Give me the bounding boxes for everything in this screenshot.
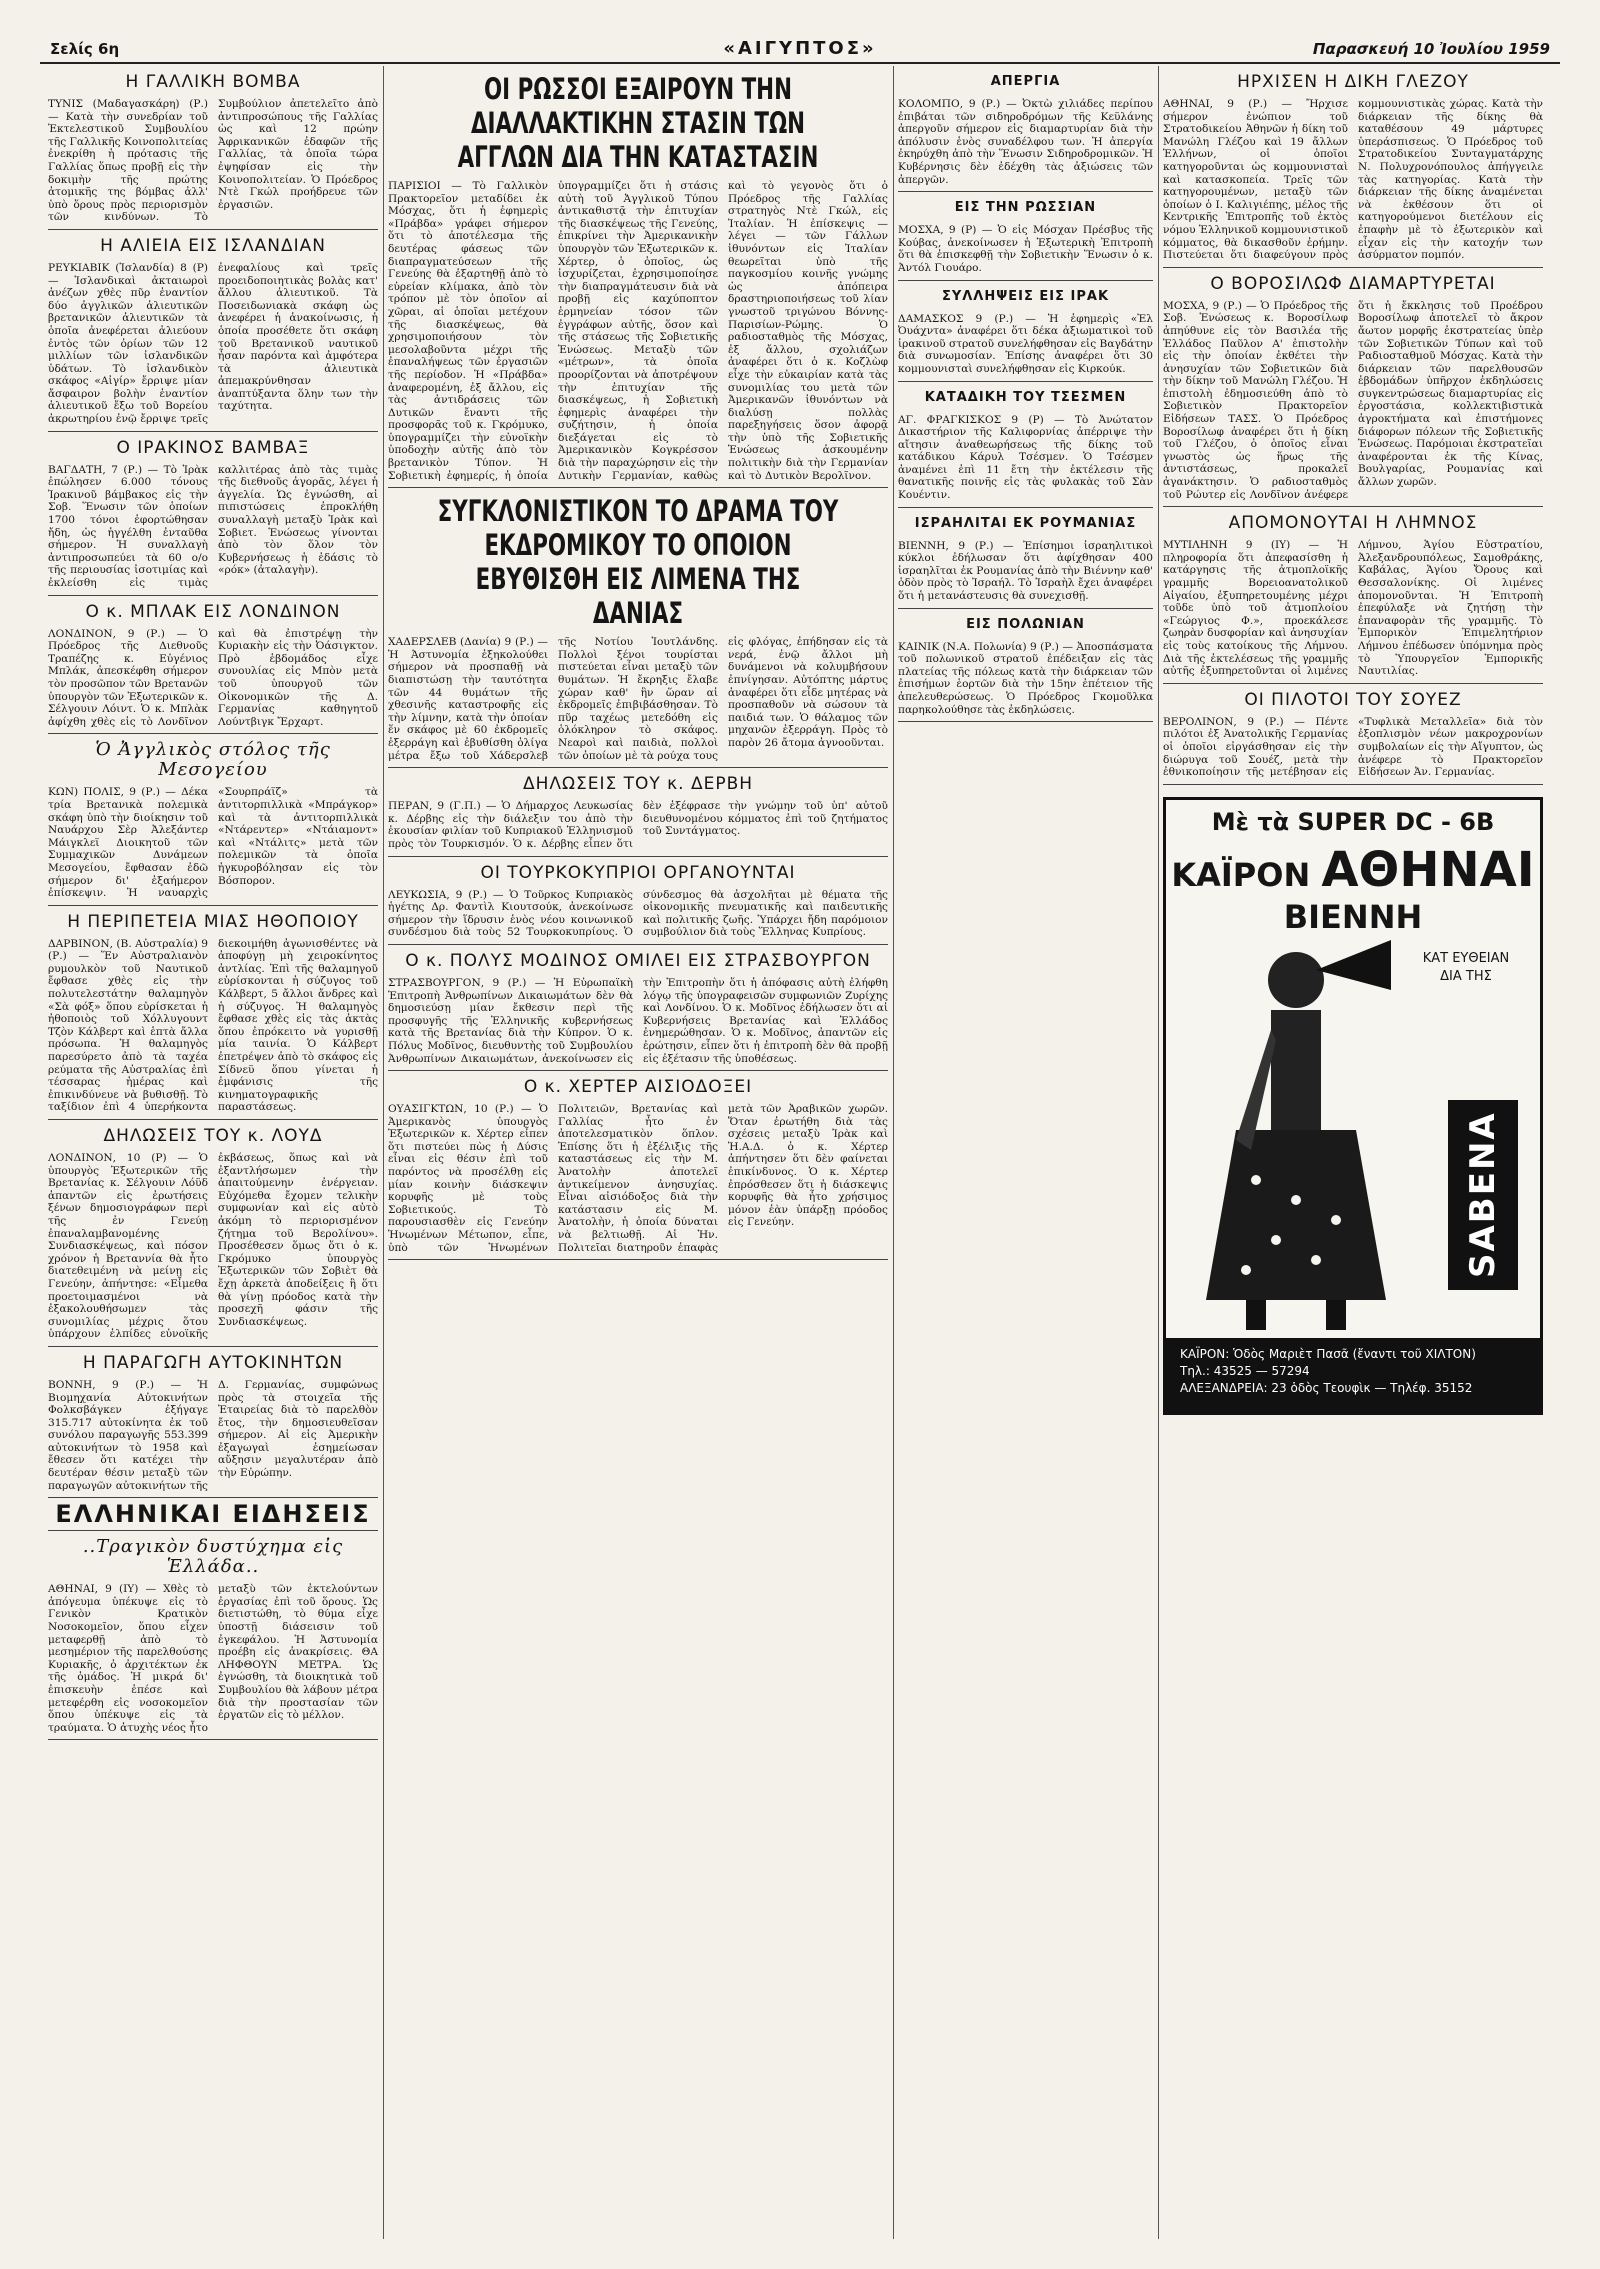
article xyxy=(898,388,1153,508)
article xyxy=(898,198,1153,280)
column-3 xyxy=(898,66,1153,2239)
article xyxy=(48,1537,378,1740)
article-headline: ΕΛΛΗΝΙΚΑΙ ΕΙΔΗΣΕΙΣ xyxy=(55,1500,371,1529)
article xyxy=(388,1077,888,1260)
article xyxy=(388,863,888,945)
column-rule xyxy=(893,66,894,2239)
article-headline: ΕΙΣ ΠΟΛΩΝΙΑΝ xyxy=(966,616,1085,632)
article xyxy=(898,615,1153,723)
article-headline: ΟΙ ΤΟΥΡΚΟΚΥΠΡΙΟΙ ΟΡΓΑΝΟΥΝΤΑΙ xyxy=(480,862,796,883)
article xyxy=(48,236,378,432)
article-body: ΚΩΝ) ΠΟΛΙΣ, 9 (Ρ.) — Δέκα τρία Βρετανικὰ πολεμικὰ σκάφη ὑπὸ τὴν διοίκησιν τοῦ Ναυάρχου Σὲρ Ἀλεξάντερ Μάιγκλεϊ Διοικητοῦ τῶν Συμμαχικῶν Δυνάμεων Μεσογείου, ἔφθασαν ἐδῶ σήμερον δι' ἐξαήμερον ἐπίσκεψιν. Ἡ ναυαρχὶς «Σουρπράϊζ» τὰ ἀντιτορπιλλικὰ «Μπράγκορ» καὶ τὰ ἀντιτορπιλλικὰ «Ντάρεντερ» «Ντάιαμοντ» καὶ «Ντάλιτς» μετὰ τῶν πολεμικῶν τὰ ὁποῖα ἠγκυροβόλησαν εἰς τὸν Βόσπορον. xyxy=(48,786,378,900)
article-separator xyxy=(1163,506,1543,507)
column-4 xyxy=(1163,66,1543,2239)
article-headline: ΔΗΛΩΣΕΙΣ ΤΟΥ κ. ΛΟΥΔ xyxy=(103,1126,323,1146)
article xyxy=(898,514,1153,609)
masthead-rule xyxy=(40,62,1560,64)
article-separator xyxy=(1163,784,1543,785)
article-headline: ΗΡΧΙΣΕΝ Η ΔΙΚΗ ΓΛΕΖΟΥ xyxy=(1237,72,1469,92)
article-separator xyxy=(48,1346,378,1347)
column-4-articles xyxy=(1163,72,1543,785)
article xyxy=(388,72,888,488)
article-separator xyxy=(388,856,888,857)
article-headline: Ὁ Ἀγγλικὸς στόλος τῆς Μεσογείου xyxy=(95,739,331,781)
article-separator xyxy=(898,280,1153,281)
article xyxy=(48,740,378,905)
article-body: ΒΟΝΝΗ, 9 (Ρ.) — Ἡ Βιομηχανία Αὐτοκινήτων Φολκσβάγκεν ἐξήγαγε 315.717 αὐτοκίνητα ἐκ τοῦ συνόλου παραγωγῆς 553.399 αὐτοκινήτων τὸ 1958 καὶ ἔθεσεν ὅτι κατέχει τὴν δευτέραν θέσιν μεταξὺ τῶν παραγωγῶν αὐτοκινήτων τῆς Δ. Γερμανίας, συμφώνως πρὸς τὰ στοιχεῖα τῆς Ἐταιρείας διὰ τὸ παρελθὸν ἔτος, τὴν δημοσιευθεῖσαν σήμερον. Αἱ εἰς Ἀμερικὴν ἐξαγωγαὶ ἐσημείωσαν αὔξησιν μεγαλυτέραν ἀπὸ τὴν Εὐρώπην. xyxy=(48,1378,378,1492)
article-headline: Ο κ. ΧΕΡΤΕΡ ΑΙΣΙΟΔΟΞΕΙ xyxy=(523,1077,753,1098)
article-separator xyxy=(1163,267,1543,268)
ad-via-label: ΔΙΑ ΤΗΣ xyxy=(1440,968,1492,984)
article-body: ΜΟΣΧΑ, 9 (Ρ.) — Ὁ Πρόεδρος τῆς Σοβ. Ἑνώσεως κ. Βοροσίλωφ ἀπηύθυνε εἰς τὸν Βασιλέα τῆς Ἑλλάδος Παῦλον Α' ἐπιστολὴν εἰς τὴν ὁποίαν ἐκθέτει τὴν ἀνησυχίαν τῶν Σοβιετικῶν διὰ τὴν δίκην τοῦ Μανώλη Γλέζου. Ἡ ἐπιστολὴ ἐδημοσιεύθη ἀπὸ τὸ Σοβιετικὸν Πρακτορεῖον Εἰδήσεων ΤΑΣΣ. Ὁ Πρόεδρος Βοροσίλωφ ἀναφέρει ὅτι ἡ δίκη τοῦ Γλέζου, ὁ ὁποῖος εἶναι γνωστὸς ὡς ἥρως τῆς ἀντιστάσεως, προκαλεῖ ἀγανάκτησιν. Ὁ ραδιοσταθμὸς τοῦ Ρώυτερ εἰς Λονδῖνον ἀνέφερε ὅτι ἡ ἔκκλησις τοῦ Προέδρου Βοροσίλωφ ἀποτελεῖ τὸ ἄκρον ἄωτον μορφῆς ἐκστρατείας ὑπὲρ τῶν Σοβιετικῶν Τύπων καὶ τοῦ Ραδιοσταθμοῦ Μόσχας. Κατὰ τὴν διάρκειαν τῶν παρελθουσῶν ἑβδομάδων ὑπῆρχον ἐκδηλώσεις συγκεντρώσεως διαμαρτυρίας εἰς ἐργοστάσια, κολλεκτιβιστικὰ ἀγροκτήματα καὶ ἐπιστήμονες διάφορων πόλεων τῆς Σοβιετικῆς Ἑνώσεως. Παρόμοιαι ἐκστρατεῖαι ἀναφέρονται ἐκ τῆς Κίνας, Βουλγαρίας, Ρουμανίας καὶ ἄλλων χωρῶν. xyxy=(1163,299,1543,501)
article-separator xyxy=(388,944,888,945)
article xyxy=(388,951,888,1071)
article-headline: ΣΥΓΚΛΟΝΙΣΤΙΚΟΝ ΤΟ ΔΡΑΜΑ ΤΟΥ ΕΚΔΡΟΜΙΚΟΥ ΤΟ ΟΠΟΙΟΝ ΕΒΥΘΙΣΘΗ ΕΙΣ ΛΙΜΕΝΑ ΤΗΣ ΔΑΝΙΑΣ xyxy=(437,494,839,631)
article-body: ΛΕΥΚΩΣΙΑ, 9 (Ρ.) — Ὁ Τοῦρκος Κυπριακὸς ἡγέτης Δρ. Φαντὶλ Κιουτσούκ, ἀνεκοίνωσε σήμερον τὴν ἵδρυσιν ἑνὸς νέου κοινωνικοῦ συνδέσμου διὰ τοὺς 52 Τουρκοκυπρίους. Ὁ σύνδεσμος θὰ ἀσχολῆται μὲ θέματα τῆς οἰκονομικῆς πνευματικῆς καὶ παιδευτικῆς καὶ πολιτικῆς ζωῆς. Ὑπάρχει ἤδη παρόμοιον συμβούλιον διὰ τοὺς Ἕλληνας Κυπρίους. xyxy=(388,888,888,939)
article xyxy=(48,602,378,735)
article-body: ΤΥΝΙΣ (Μαδαγασκάρη) (Ρ.) — Κατὰ τὴν συνεδρίαν τοῦ Ἐκτελεστικοῦ Συμβουλίου τῆς Γαλλικῆς Κοινοπολιτείας ἐνεκρίθη ἡ πρότασις τῆς Γαλλίας ὅπως προβῇ εἰς τὴν δοκιμὴν τῆς πρώτης ἀτομικῆς της βόμβας ἀλλ' ὑπὸ ὅρους πρὸς περιορισμὸν τῶν κινδύνων. Τὸ Συμβούλιον ἀπετελεῖτο ἀπὸ ἀντιπροσώπους τῆς Γαλλίας ὡς καὶ 12 πρώην Ἀφρικανικῶν ἐδαφῶν τῆς Γαλλίας, τὰ ὁποῖα τώρα ἐψηφίσαν εἰς τὴν Κοινοπολιτείαν. Ὁ Πρόεδρος Ντὲ Γκώλ προήδρευε τῶν ἐργασιῶν. xyxy=(48,98,378,224)
article-headline: ΣΥΛΛΗΨΕΙΣ ΕΙΣ ΙΡΑΚ xyxy=(941,288,1110,304)
airline-logo: SABENA xyxy=(1448,1100,1518,1290)
article-headline: ΙΣΡΑΗΛΙΤΑΙ ΕΚ ΡΟΥΜΑΝΙΑΣ xyxy=(914,515,1137,531)
ad-alexandria-address: ΑΛΕΞΑΝΔΡΕΙΑ: 23 ὁδὸς Τεουφὶκ — Τηλέφ. 35152 xyxy=(1180,1380,1473,1395)
article-separator xyxy=(388,1259,888,1260)
article-headline: ΟΙ ΡΩΣΣΟΙ ΕΞΑΙΡΟΥΝ ΤΗΝ ΔΙΑΛΛΑΚΤΙΚΗΝ ΣΤΑΣΙΝ ΤΩΝ ΑΓΓΛΩΝ ΔΙΑ ΤΗΝ ΚΑΤΑΣΤΑΣΙΝ xyxy=(457,72,819,174)
article-body: ΚΟΛΟΜΠΟ, 9 (Ρ.) — Ὀκτὼ χιλιάδες περίπου ἐπιβάται τῶν σιδηροδρόμων τῆς Κεϋλάνης ἀπεργοῦν σήμερον εἰς διαμαρτυρίαν διὰ τὴν ἀπόλυσιν ἑνὸς συναδέλφου των. Ἡ ἀπεργία ἐκηρύχθη ἀπὸ τὴν Ἕνωσιν Σιδηροδρομικῶν. Ἡ Κυβέρνησις δὲν ἐδέχθη τὰς ἀξιώσεις τῶν ἀπεργῶν. xyxy=(898,98,1153,186)
article-separator xyxy=(898,191,1153,192)
article-body: ΜΥΤΙΛΗΝΗ 9 (ΙΥ) — Ἡ πληροφορία ὅτι ἀπεφασίσθη ἡ κατάργησις τῆς ἀτμοπλοϊκῆς γραμμῆς Βορειοανατολικοῦ Αἰγαίου, ἐξυπηρετουμένης μέχρι τοῦδε ὑπὸ τοῦ ἀτμοπλοίου «Γεώργιος Φ.», προεκάλεσε ζωηρὰν δυσφορίαν καὶ ἀνησυχίαν εἰς τοὺς κατοίκους τῆς Λήμνου. Διὰ τῆς ἐκτελέσεως τῆς γραμμῆς αὐτῆς ἐξυπηρετοῦνται οἱ λιμένες Λήμνου, Ἁγίου Εὐστρατίου, Ἀλεξανδρουπόλεως, Σαμοθράκης, Καβάλας, Ἁγίου Ὄρους καὶ Θεσσαλονίκης. Οἱ λιμένες ἀπομονοῦνται. Ἡ Ἐπιτροπὴ ἐπεφύλαξε νὰ ζητήσῃ τὴν ἐπαναφορὰν τῆς γραμμῆς. Τὸ Ἐμπορικὸν Ἐπιμελητήριον Λήμνου ἐπέδωσεν ὑπόμνημα πρὸς τὸ Ὑπουργεῖον Ἐμπορικῆς Ναυτιλίας. xyxy=(1163,539,1543,678)
article-body: ΒΕΡΟΛΙΝΟΝ, 9 (Ρ.) — Πέντε πιλότοι ἐξ Ἀνατολικῆς Γερμανίας οἱ ὁποῖοι εἰργάσθησαν εἰς τὴν διώρυγα τοῦ Σουέζ, μετὰ τὴν ἐθνικοποίησιν τῆς μετέβησαν εἰς «Τυφλικὰ Μεταλλεῖα» διὰ τὸν ἐξοπλισμὸν νέων μακροχρονίων συμβολαίων εἰς τὴν Αἴγυπτον, ὡς ἀνέφερε τὸ Πρακτορεῖον Εἰδήσεων Ἀν. Γερμανίας. xyxy=(1163,715,1543,779)
ad-aircraft-line: Μὲ τὰ SUPER DC - 6B xyxy=(1211,807,1495,836)
ad-cairo-address: ΚΑΪΡΟΝ: Ὁδὸς Μαριὲτ Πασᾶ (ἔναντι τοῦ ΧΙΛΤΟΝ) xyxy=(1180,1346,1476,1361)
article-separator xyxy=(388,1070,888,1071)
article-headline: Η ΓΑΛΛΙΚΗ ΒΟΜΒΑ xyxy=(125,72,301,92)
article-separator xyxy=(48,1530,378,1531)
ad-direct-label: ΚΑΤ ΕΥΘΕΙΑΝ xyxy=(1422,950,1510,966)
article xyxy=(898,287,1153,382)
article-headline: Ο κ. ΠΟΛΥΣ ΜΟΔΙΝΟΣ ΟΜΙΛΕΙ ΕΙΣ ΣΤΡΑΣΒΟΥΡΓΟΝ xyxy=(405,950,871,971)
trumpeter-illustration xyxy=(1176,920,1406,1340)
article-body: ΔΑΜΑΣΚΟΣ 9 (Ρ.) — Ἡ ἐφημερὶς «Ἐλ Ὀυάχντα» ἀναφέρει ὅτι δέκα ἀξιωματικοὶ τοῦ ἰρακινοῦ στρατοῦ συνελήφθησαν εἰς Βαγδάτην διὰ συνωμοσίαν. Ἐπίσης ἀναφέρει ὅτι 30 κομμουνισταὶ συνελήφθησαν εἰς Κιρκούκ. xyxy=(898,312,1153,375)
article-separator xyxy=(48,1739,378,1740)
article-body: ΑΘΗΝΑΙ, 9 (Ρ.) — Ἤρχισε σήμερον ἐνώπιον τοῦ Στρατοδικείου Ἀθηνῶν ἡ δίκη τοῦ Μανώλη Γλέζου καὶ 19 ἄλλων Ἑλλήνων, οἱ ὁποῖοι κατηγοροῦνται ὡς κομμουνισταὶ καὶ κατασκοπεία. Τρεῖς τῶν κατηγορουμένων, μεταξὺ τῶν ὁποίων ὁ Ι. Καλιγιέπης, μέλος τῆς Κεντρικῆς Ἐπιτροπῆς τοῦ ἐκτὸς νόμου Ἑλληνικοῦ κομμουνιστικοῦ κόμματος, θὰ δικασθοῦν ἐρήμην. Πιστεύεται ὅτι διαφεύγουν πρὸς κομμουνιστικὰς χώρας. Κατὰ τὴν διάρκειαν τῆς δίκης θὰ καταθέσουν 49 μάρτυρες ὑπεράσπισεως. Ὁ Πρόεδρος τοῦ Στρατοδικείου Συνταγματάρχης Ν. Πολυχρονόπουλος ἀπήγγειλε τὰς κατηγορίας. Κατὰ τὴν διάρκειαν τῆς δίκης ἀναμένεται νὰ ἐκθέσουν ὅτι οἱ κατηγορούμενοι διετέλουν εἰς ἐπαφὴν μὲ τὸ ἐξωτερικὸν καὶ εἶχαν εἰς τὴν κατοχήν των ἀσύρματον πομπόν. xyxy=(1163,98,1543,262)
article-separator xyxy=(48,1497,378,1498)
article-separator xyxy=(898,721,1153,722)
article xyxy=(388,774,888,856)
page-number: Σελίς 6η xyxy=(50,40,120,58)
article xyxy=(388,494,888,768)
ad-route-cairo: ΚΑΪΡΟΝ xyxy=(1171,855,1311,894)
article-body: ΛΟΝΔΙΝΟΝ, 9 (Ρ.) — Ὁ Πρόεδρος τῆς Διεθνοῦς Τραπέζης κ. Εὐγένιος Μπλάκ, ἀπεσκέφθη σήμερον τὸν προσῶπον τῶν Βρετανῶν ὑπουργὸν τῶν Ἐξωτερικῶν κ. Σέλγουιν Λόιντ. Ὁ κ. Μπλὰκ ἀφίχθη χθὲς εἰς τὸ Λονδῖνον καὶ θὰ ἐπιστρέψῃ τὴν Κυριακὴν εἰς τὴν Ὀάσιγκτον. Πρὸ ἑβδομάδος εἶχε συνουλίας εἰς Μπὸν μετὰ τοῦ ὑπουργοῦ τῶν Οἰκονομικῶν τῆς Δ. Γερμανίας καθηγητοῦ Λούντβιγκ Ἔρχαρτ. xyxy=(48,627,378,728)
article-headline: Ο κ. ΜΠΛΑΚ ΕΙΣ ΛΟΝΔΙΝΟΝ xyxy=(85,601,341,622)
article-body: ΒΑΓΔΑΤΗ, 7 (Ρ.) — Τὸ Ἰρὰκ ἐπώλησεν 6.000 τόνους Ἰρακινοῦ βάμβακος εἰς τὴν Σοβ. Ἕνωσιν τῶν ὁποίων 1700 τόνοι ἐφορτώθησαν ἤδη, ὡς ἡγγέλθη ἐνταῦθα σήμερον. Ἡ συναλλαγὴ ἀντιπροσωπεύει τὰ 60 ο/ο τῆς περιουσίας ἰσοτιμίας καὶ ἐκλείσθη εἰς τιμὰς καλλιτέρας ἀπὸ τὰς τιμὰς τῆς διεθνοῦς ἀγορᾶς, λέγει ἡ ἀγγελία. Ὡς ἐγνώσθη, αἱ πιπιστώσεις ἐπροκλήθη συναλλαγὴ μεταξὺ Ἰρὰκ καὶ Σοβιετ. Ἑνώσεως γίνονται ἀπὸ τὸν ὅλον τὸν Κυβερνήσεως ἡ ἐδάσις τὸ «ρόκ» (ἀταλαγὴν). xyxy=(48,463,378,589)
article-headline: ΕΙΣ ΤΗΝ ΡΩΣΣΙΑΝ xyxy=(954,200,1097,216)
article xyxy=(48,438,378,596)
column-2 xyxy=(388,66,888,2239)
ad-route-athens: ΑΘΗΝΑΙ xyxy=(1321,841,1535,898)
article-headline: Ο ΙΡΑΚΙΝΟΣ ΒΑΜΒΑΞ xyxy=(116,437,310,458)
article-separator xyxy=(388,487,888,488)
article-headline: ΑΠΕΡΓΙΑ xyxy=(990,74,1061,89)
column-rule xyxy=(1158,66,1159,2239)
article-separator xyxy=(388,767,888,768)
article-body: ΠΑΡΙΣΙΟΙ — Τὸ Γαλλικὸν Πρακτορεῖον μεταδίδει ἐκ Μόσχας, ὅτι ἡ ἐφημερὶς «Πράβδα» γράφει σήμερον ὅτι τὸ ἀποτέλεσμα τῆς δευτέρας φάσεως τῶν διαπραγματεύσεων τῆς Γενεύης θὰ ἐξαρτηθῇ ἀπὸ τὸ εὐρείαν κλίμακα, ἀπὸ τὸν τρόπον μὲ τὸν ὁποῖον αἱ χῶραι, αἱ ὁποῖαι μετέχουν τῆς διασκέψεως, θὰ χρησιμοποιήσουν τὸν μεσολαβοῦντα μέχρι τῆς ἐπαναλήψεως τῶν ἐργασιῶν τῆς περίοδον. Ἡ «Πράβδα» ἀναφερομένη, ἐξ ἄλλου, εἰς τὰς ἀντιδράσεις τῶν Δυτικῶν ἔναντι τῆς προσφορᾶς τοῦ κ. Γκρόμυκο, ὑπογραμμίζει τὴν εὐνοϊκὴν ὑποδοχὴν αὐτῆς ἀπὸ τὸν βρετανικὸν Τύπον. Ἡ Σοβιετικὴ ἐφημερίς, ἡ ὁποία ὑπογραμμίζει ὅτι ἡ στάσις αὐτὴ τοῦ Ἀγγλικοῦ Τύπου ἀντικαθιστᾷ τὴν ἐπιτυχίαν τῆς διασκέψεως τῆς Γενεύης, ἐπικρίνει τὴν Ἀμερικανικὴν ὑπουργὸν τῶν Ἐξωτερικῶν κ. Χέρτερ, ὁ ὁποῖος, ὡς ἰσχυρίζεται, ἐχρησιμοποίησε τὴν διαπραγμάτευσιν διὰ νὰ προβῇ εἰς καχύποπτον ἑρμηνείαν τόσον τῶν ἐγγράφων αὐτῆς, ὅσον καὶ τῆς στάσεως τῆς Σοβιετικῆς Ἑνώσεως. Μεταξὺ τῶν «μέτρων», τὰ ὁποῖα προορίζονται νὰ ἀποτρέψουν τὴν ἐπιτυχίαν τῆς διασκέψεως, ἡ Σοβιετικὴ ἐφημερὶς ἀναφέρει τὴν συζήτησιν, ἡ ὁποία διεξάγεται εἰς τὸ Ἀμερικανικὸν Κογκρέσσον διὰ τὴν παραχώρησιν εἰς τὴν Δυτικὴν Γερμανίαν, καθὼς καὶ τὸ γεγονὸς ὅτι ὁ Πρόεδρος τῆς Γαλλίας στρατηγὸς Ντὲ Γκώλ, εἰς Ἰταλίαν. Ἡ ἐπίσκεψις — λέγει — τῶν Γάλλων ἰθυνόντων εἰς Ἰταλίαν θεωρεῖται ὑπὸ τῆς παγκοσμίου κοινῆς γνώμης ὡς ἀπόπειρα δραστηριοποιήσεως τοῦ λίαν γνωστοῦ τριγώνου Βόννης-Παρισίων-Ρώμης. Ὁ ραδιοσταθμὸς τῆς Μόσχας, ἐξ ἄλλου, σχολιάζων ἀναφέρει ὅτι ὁ κ. Κοζλὼφ εἶχε τὴν εὐκαιρίαν κατὰ τὰς συνομιλίας του μετὰ τῶν Ἀμερικανῶν ἰθυνόντων νὰ διαλύσῃ πολλὰς παρεξηγήσεις ὅσον ἀφορᾷ τὴν ὑπὸ τῆς Σοβιετικῆς Ἑνώσεως ἀσκουμένην πολιτικὴν διὰ τὴν Γερμανίαν καὶ τὸ Δυτικὸν Βερολῖνον. xyxy=(388,180,888,482)
article-separator xyxy=(898,507,1153,508)
masthead xyxy=(40,36,1560,62)
article xyxy=(48,72,378,230)
article xyxy=(48,1500,378,1531)
article-headline: ΑΠΟΜΟΝΟΥΤΑΙ Η ΛΗΜΝΟΣ xyxy=(1228,513,1478,534)
article-body: ΒΙΕΝΝΗ, 9 (Ρ.) — Ἐπίσημοι ἰσραηλιτικοὶ κύκλοι ἐδήλωσαν ὅτι ἀφίχθησαν 400 ἰσραηλῖται ἐκ Ρουμανίας ἀπὸ τὴν Βιέννην καθ' ὁδὸν πρὸς τὸ Ἰσραήλ. Τὸ Ἰσραὴλ ἔχει ἀναφέρει ὅτι ἡ μετανάστευσις θὰ συνεχισθῇ. xyxy=(898,539,1153,603)
article xyxy=(48,1126,378,1347)
article-headline: ..Τραγικὸν δυστύχημα εἰς Ἑλλάδα.. xyxy=(82,1536,344,1578)
article-body: ΣΤΡΑΣΒΟΥΡΓΟΝ, 9 (Ρ.) — Ἡ Εὐρωπαϊκὴ Ἐπιτροπὴ Ἀνθρωπίνων Δικαιωμάτων δὲν θὰ δημοσιεύσῃ μίαν ἔκθεσιν περὶ τῆς προσφυγῆς τῆς Ἑλληνικῆς κυβερνήσεως κατὰ τῆς Βρετανίας διὰ τὴν Κύπρον. Ὁ κ. Πόλυς Μοδῖνος, διευθυντὴς τοῦ Συμβουλίου Ἀνθρωπίνων Δικαιωμάτων, ἀνεκοίνωσεν εἰς τὴν Ἐπιτροπὴν ὅτι ἡ ἀπόφασις αὐτὴ ἐλήφθη λόγῳ τῆς ὑπογραφεισῶν συμφωνιῶν Ζυρίχης καὶ Λονδίνου. Ὁ κ. Μοδῖνος ἐδήλωσεν ὅτι αἱ Κυβερνήσεις Βρετανίας καὶ Ἑλλάδος ἐνημερώθησαν. Ὁ κ. Μοδῖνος, ἀπαντῶν εἰς ἐρώτησιν, εἶπεν ὅτι ἡ ἐπιτροπὴ δὲν θὰ προβῇ εἰς ἐξέτασιν τῆς ὑποθέσεως. xyxy=(388,976,888,1065)
article-headline: ΔΗΛΩΣΕΙΣ ΤΟΥ κ. ΔΕΡΒΗ xyxy=(522,774,754,795)
article xyxy=(48,1353,378,1498)
article-headline: ΟΙ ΠΙΛΟΤΟΙ ΤΟΥ ΣΟΥΕΖ xyxy=(1244,689,1462,710)
column-1 xyxy=(48,66,378,2239)
article xyxy=(48,912,378,1120)
article-body: ΑΘΗΝΑΙ, 9 (ΙΥ) — Χθὲς τὸ ἀπόγευμα ὑπέκυψε εἰς τὸ Γενικὸν Κρατικὸν Νοσοκομεῖον, ὅπου εἶχεν μεταφερθῇ ἀπὸ τὸ μεσημέριον τῆς παρελθούσης Κυριακῆς, ὁ ἀρχιτέκτων ἐκ τῆς ὁμάδος. Ἡ μικρά δι' ἐπισκευὴν ἐπέσε καὶ μετεφέρθη εἰς νοσοκομεῖον ὅπου ὑπέκυψε εἰς τὰ τραύματα. Ὁ ἀτυχὴς νέος ἦτο μεταξὺ τῶν ἐκτελούντων ἐργασίας ἐπὶ τοῦ ὅρους. Ὡς διετιστώθη, τὸ θύμα εἶχε ὑποστῇ διάσεισιν τοῦ ἐγκεφάλου. Ἡ Ἀστυνομία προέβη εἰς ἀνακρίσεις. ΘΑ ΛΗΦΘΟΥΝ ΜΕΤΡΑ. Ὡς ἐγνώσθη, τὰ διοικητικὰ τοῦ Συμβουλίου θὰ λάβουν μέτρα διὰ τὴν προστασίαν τῶν ἐργατῶν εἰς τὸ μέλλον. xyxy=(48,1583,378,1734)
article-separator xyxy=(48,229,378,230)
article-separator xyxy=(48,1119,378,1120)
article-body: ΟΥΑΣΙΓΚΤΩΝ, 10 (Ρ.) — Ὁ Ἀμερικανὸς ὑπουργὸς Ἐξωτερικῶν κ. Χέρτερ εἶπεν ὅτι πιστεύει πὼς ἡ Δύσις εἶναι εἰς θέσιν ἐπὶ τοῦ παρόντος νὰ προσέλθῃ εἰς μίαν κοινὴν διάσκεψιν κορυφῆς μὲ τοὺς Σοβιετικούς. Τὸ παρουσιασθὲν εἰς Γενεύην Ἡνωμένων Μέτωπον, εἶπε, ὑπὸ τῶν Ἡνωμένων Πολιτειῶν, Βρετανίας καὶ Γαλλίας ἦτο ἐν ἀποτελεσματικὸν ὅπλον. Ἐπίσης ὅτι ἡ ἐξέλιξις τῆς καταστάσεως εἰς τὴν Μ. Ἀνατολὴν ἀποτελεῖ ἀντικείμενον ἀνησυχίας. Εἶναι αἰσιόδοξος διὰ τὴν κατάστασιν εἰς Μ. Ἀνατολὴν, ἡ ὁποία δύναται νὰ βελτιωθῇ. Αἱ Ἡν. Πολιτεῖαι διατηροῦν ἐπαφὰς μετὰ τῶν Ἀραβικῶν χωρῶν. Ὅταν ἐρωτήθη διὰ τὰς σχέσεις μεταξὺ Ἰρὰκ καὶ Ἡ.Α.Δ. ὁ κ. Χέρτερ ἀπήντησεν ὅτι δὲν φαίνεται ἐπικίνδυνος. Ὁ κ. Χέρτερ ἐπρόσθεσεν ὅτι ἡ διάσκεψις κορυφῆς θὰ ἦτο χρήσιμος μόνον ἐὰν ὑπάρξῃ πρόοδος εἰς Γενεύην. xyxy=(388,1103,888,1254)
article-body: ΚΑΙΝΙΚ (Ν.Α. Πολωνία) 9 (Ρ.) — Ἀποσπάσματα τοῦ πολωνικοῦ στρατοῦ ἐπέδειξαν εἰς τὰς πλατείας τῆς πόλεως κατὰ τὴν διάρκειαν τῶν ἐπισήμων ἑορτῶν διὰ τὴν 15ην ἐπέτειον τῆς ἀπελευθερώσεως. Ὁ Πρόεδρος Γκομοῦλκα παρηκολούθησε τὰς ἐκδηλώσεις. xyxy=(898,640,1153,716)
ad-direct-service xyxy=(1406,950,1526,986)
article xyxy=(1163,274,1543,508)
article-headline: Η ΑΛΙΕΙΑ ΕΙΣ ΙΣΛΑΝΔΙΑΝ xyxy=(100,235,326,256)
article-body: ΜΟΣΧΑ, 9 (Ρ) — Ὁ εἰς Μόσχαν Πρέσβυς τῆς Κούβας, ἀνεκοίνωσεν ἡ Ἐξωτερικὴ Ἐπιτροπὴ ὅτι θὰ ἐπισκεφθῇ τὴν Σοβιετικὴν Ἕνωσιν ὁ κ. Ἀντόλ Γιουάρο. xyxy=(898,224,1153,274)
article-body: ΠΕΡΑΝ, 9 (Γ.Π.) — Ὁ Δήμαρχος Λευκωσίας κ. Δέρβης εἰς τὴν διάλεξιν του ἀπὸ τὴν ἑκουσίαν φιλίαν τοῦ Κυπριακοῦ Ἑλληνισμοῦ πρὸς τὸν Τουρκισμόν. Ὁ κ. Δέρβης εἶπεν ὅτι δὲν ἐξέφρασε τὴν γνώμην τοῦ ὑπ' αὐτοῦ διευθυνομένου κόμματος ἐπὶ τοῦ ζητήματος τοῦ Συντάγματος. xyxy=(388,800,888,850)
article-body: ΧΑΔΕΡΣΛΕΒ (Δανία) 9 (Ρ.) — Ἡ Ἀστυνομία ἐξηκολούθει σήμερον νὰ προσπαθῇ νὰ διαπιστώσῃ τὴν ταυτότητα τῶν 44 θυμάτων τῆς χθεσινῆς καταστροφῆς εἰς τὴν λίμνην, κατὰ τὴν ὁποίαν ἕν σκάφος μὲ 60 ἐκδρομεῖς ἐξερράγη καὶ ἐβυθίσθη ὀλίγα μέτρα ἔξω τοῦ Χάδερσλεβ τῆς Νοτίου Ἰουτλάνδης. Πολλοὶ ξένοι τουρίσται πιστεύεται εἶναι μεταξὺ τῶν θυμάτων. Ἡ ἔκρηξις ἔλαβε χώραν καθ' ἣν ὥραν αἱ ἐκδρομεῖς ἐπιβιβάσθησαν. Τὸ πῦρ ταχέως μετεδόθη εἰς ὁλόκληρον τὸ σκάφος. Νεαροὶ καὶ παιδιὰ, πολλοὶ τῶν ὁποίων μὲ τὰ ρούχα τους εἰς φλόγας, ἐπήδησαν εἰς τὰ νερά, ἐνῷ ἄλλοι μὴ δυνάμενοι νὰ κολυμβήσουν ἐπνίγησαν. Αὐτόπτης μάρτυς ἀναφέρει ὅτι εἶδε μητέρας νὰ προσπαθοῦν νὰ σώσουν τὰ παιδιά των. Ὁ θάλαμος τῶν μηχανῶν ἐξερράγη. Πρὸς τὸ παρὸν 26 ἄτομα ἀγνοοῦνται. xyxy=(388,636,888,762)
column-rule xyxy=(383,66,384,2239)
article xyxy=(898,72,1153,192)
article-body: ΑΓ. ΦΡΑΓΚΙΣΚΟΣ 9 (Ρ) — Τὸ Ἀνώτατον Δικαστήριον τῆς Καλιφορνίας ἀπέρριψε τὴν αἴτησιν ἀναθεωρήσεως τῆς δίκης τοῦ κατάδικου Κάρυλ Τσέσμεν. Ὁ Τσέσμεν ἀναμένει ἐπὶ 11 ἔτη τὴν ἐκτέλεσιν τῆς θανατικῆς ποινῆς εἰς τὰς φυλακὰς τοῦ Σὰν Κουέντιν. xyxy=(898,413,1153,502)
issue-date: Παρασκευή 10 Ἰουλίου 1959 xyxy=(1312,40,1550,58)
article xyxy=(1163,513,1543,684)
article-body: ΔΑΡΒΙΝΟΝ, (Β. Αὐστραλία) 9 (Ρ.) — Ἕν Αὐστραλιανὸν ρυμουλκὸν τοῦ Ναυτικοῦ ἔφθασε χθὲς εἰς τὴν πολυτελεστάτην θαλαμηγὸν «Σὰ φόξ» ὅπου εὑρίσκεται ἡ ἠθοποιὸς τοῦ Χόλλυγουντ Τζὸν Κάλβερτ καὶ ἑπτὰ ἄλλα πρόσωπα. Ἡ θαλαμηγὸς παρεσύρετο ἀπὸ τὰ ταχέα ρεύματα τῆς Αὐστραλίας ἐπὶ τέσσαρας ἡμέρας καὶ ἐπικινδύνευε νὰ βυθισθῇ. Τὸ ταξίδιον ἐπὶ 4 ὑπερήκοντα διεκοιμήθη ἀγωνισθέντες νὰ ἀποφύγῃ μὴ χειροκίνητος ἀντλίας. Ἐπὶ τῆς θαλαμηγοῦ εὑρίσκονται ἡ σύζυγος τοῦ Κάλβερτ, 5 ἄλλοι ἄνδρες καὶ ἡ σύζυγος. Ἡ θαλαμηγὸς ἔφθασε χθὲς εἰς τὰς ἀκτὰς ὅπου ἐπρόκειτο νὰ γυρισθῇ μία ταινία. Ὁ Κάλβερτ ἐπετρέψεν ἀπὸ τὸ σκάφος εἰς Σίδνεϋ ὅπου γίνεται ἡ ἐμφάνισις τῆς κινηματογραφικῆς παραστάσεως. xyxy=(48,937,378,1114)
article-body: ΡΕΥΚΙΑΒΙΚ (Ἰσλανδία) 8 (Ρ) — Ἰσλανδικαὶ ἀκταιωροὶ ἀνέζων χθὲς πῦρ ἐναντίον δύο ἀγγλικῶν ἁλιευτικῶν βρετανικῶν ἁλιευτικῶν τὰ ὁποῖα ἀνεφέρεται ἁλιεύουν ἐντὸς τῶν ὁρίων τῶν 12 μιλλίων τῶν ἰσλανδικῶν ὑδάτων. Τὸ ἰσλανδικὸν σκάφος «Αἰγίρ» ἔρριψε μίαν ἄσφαιρον βολὴν ἐναντίον ἁλιευτικοῦ ἔξω τοῦ Βορείου ἀκρωτηρίου ἐνῷ ἔρριψε τρεῖς ἐνεφαλίους καὶ τρεῖς προειδοποιητικὰς βολὰς κατ' ἄλλου ἁλιευτικοῦ. Τὰ Ποσειδωνιακὰ σκάφη ὡς ἀνεφέρει ἡ ἀνακοίνωσις, ἡ ὁποία προσέθετε ὅτι σκάφη τοῦ Βρετανικοῦ ναυτικοῦ ἦσαν παρόντα καὶ ἀμφότερα τὰ ἁλιευτικὰ ἀπεμακρύνθησαν ἀναπτύξαντα ὅλην των τὴν ταχύτητα. xyxy=(48,261,378,426)
article-separator xyxy=(48,733,378,734)
article-separator xyxy=(898,381,1153,382)
article xyxy=(1163,690,1543,785)
article-separator xyxy=(48,905,378,906)
article-separator xyxy=(1163,683,1543,684)
article-separator xyxy=(898,608,1153,609)
article-headline: ΚΑΤΑΔΙΚΗ ΤΟΥ ΤΣΕΣΜΕΝ xyxy=(924,389,1127,405)
newspaper-name: «ΑΙΓΥΠΤΟΣ» xyxy=(723,38,877,59)
article xyxy=(1163,72,1543,268)
article-separator xyxy=(48,431,378,432)
ad-contact-footer xyxy=(1166,1338,1540,1412)
article-headline: Ο ΒΟΡΟΣΙΛΩΦ ΔΙΑΜΑΡΤΥΡΕΤΑΙ xyxy=(1210,273,1496,294)
ad-cairo-phone: Τηλ.: 43525 — 57294 xyxy=(1180,1363,1310,1378)
article-headline: Η ΠΑΡΑΓΩΓΗ ΑΥΤΟΚΙΝΗΤΩΝ xyxy=(82,1352,344,1373)
article-body: ΛΟΝΔΙΝΟΝ, 10 (Ρ) — Ὁ ὑπουργὸς Ἐξωτερικῶν τῆς Βρετανίας κ. Σέλγουιν Λόϋδ ἀπαντῶν εἰς ἐρωτήσεις ξένων δημοσιογράφων περὶ τῆς ἐν Γενεύῃ ἐπαναλαμβανομένης Συνδιασκέψεως, καὶ πόσον χρόνον ἡ Βρεταννία θὰ ἦτο διατεθειμένη νὰ μείνῃ εἰς Γενεύην, ἀπήντησε: «Εἶμεθα προετοιμασμένοι νὰ ἐξακολουθήσωμεν τὰς συνομιλίας μέχρις ὅτου ὑπάρχουν ἐλπίδες εὐνοϊκῆς ἐκβάσεως, ὅπως καὶ νὰ ἐξαντλήσωμεν τὴν ἀπαιτούμενην ἐνέργειαν. Εὐχόμεθα ἔχομεν τελικὴν συμφωνίαν καὶ εἰς αὐτὸ ἀκόμη τὸ περιορισμένον ζήτημα τοῦ Βερολίνου». Προσέθεσεν ὅμως ὅτι ὁ κ. Γκρόμυκο ὑπουργὸς Ἐξωτερικῶν τῶν Σοβιὲτ θὰ ἔχῃ ἀρκετὰ ἀποδείξεις ἢ ὅτι θὰ γίνῃ πρόοδος κατὰ τὴν προσεχῆ φάσιν τῆς Συνδιασκέψεως. xyxy=(48,1152,378,1341)
sabena-advertisement xyxy=(1163,797,1543,1415)
article-headline: Η ΠΕΡΙΠΕΤΕΙΑ ΜΙΑΣ ΗΘΟΠΟΙΟΥ xyxy=(67,911,359,932)
ad-route-vienna: ΒΙΕΝΝΗ xyxy=(1283,897,1423,936)
article-separator xyxy=(48,595,378,596)
